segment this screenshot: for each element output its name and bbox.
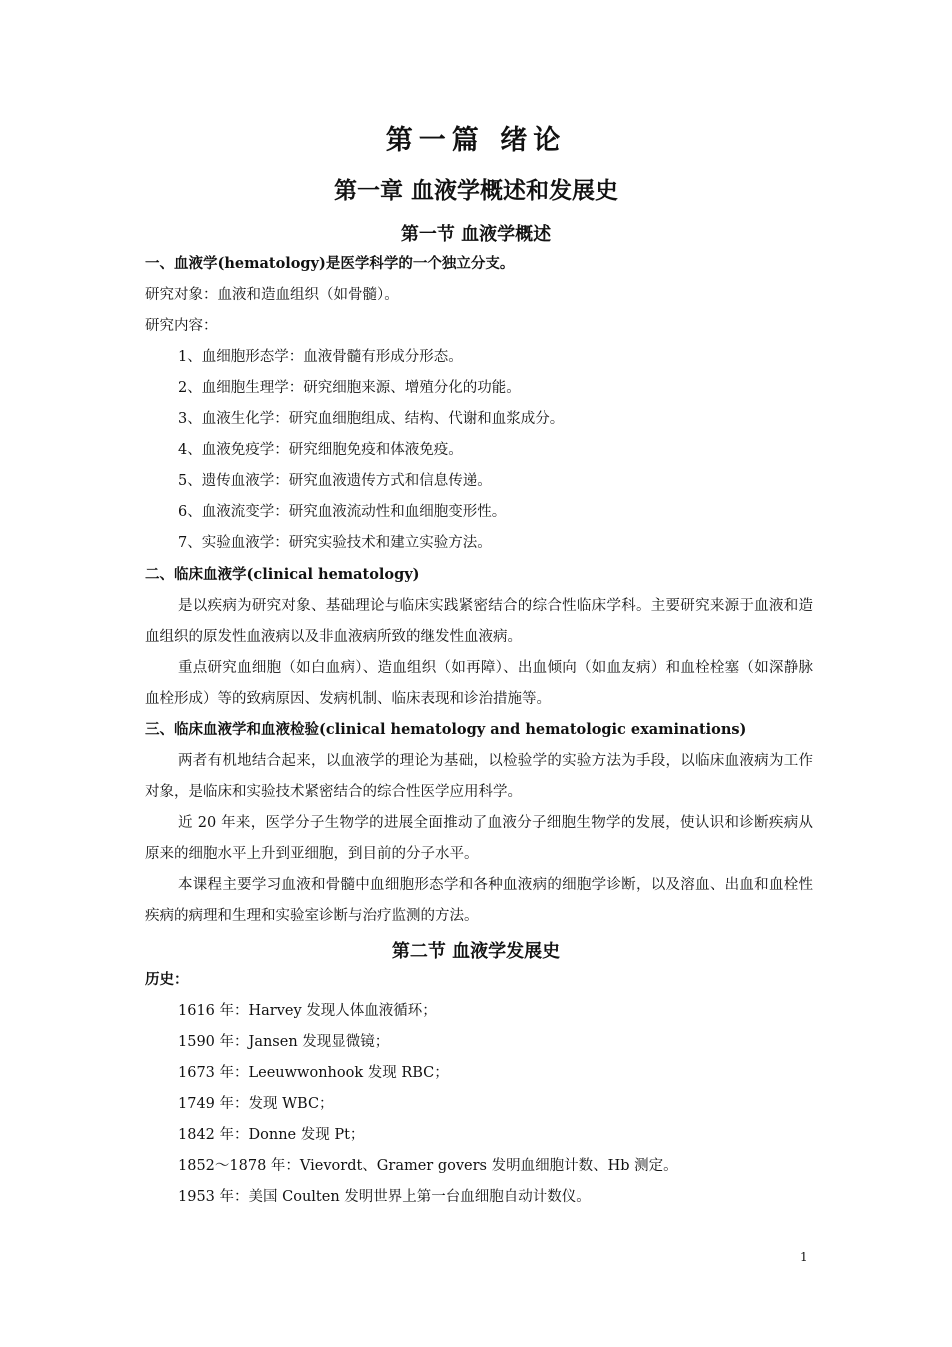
list-item: 3、血液生化学：研究血细胞组成、结构、代谢和血浆成分。 bbox=[178, 411, 565, 427]
paragraph: 近 20 年来，医学分子生物学的进展全面推动了血液分子细胞生物学的发展，使认识和诊断疾病从原来的细胞水平上升到亚细胞，到目前的分子水平。 bbox=[145, 815, 813, 862]
list-item: 4、血液免疫学：研究细胞免疫和体液免疫。 bbox=[178, 442, 463, 458]
history-label: 历史： bbox=[145, 971, 189, 988]
history-event: 1590 年：Jansen 发现显微镜； bbox=[178, 1034, 390, 1050]
list-item: 2、血细胞生理学：研究细胞来源、增殖分化的功能。 bbox=[178, 380, 521, 396]
heading-clinical-hematology: 二、临床血液学(clinical hematology) bbox=[145, 566, 420, 583]
paragraph: 是以疾病为研究对象、基础理论与临床实践紧密结合的综合性临床学科。主要研究来源于血液和造血组织的原发性血液病以及非血液病所致的继发性血液病。 bbox=[145, 598, 813, 645]
heading-clinical-examination: 三、临床血液学和血液检验(clinical hematology and hematologic examinations) bbox=[145, 721, 747, 738]
history-event: 1842 年：Donne 发现 Pt； bbox=[178, 1127, 365, 1143]
history-event: 1852～1878 年：Vievordt、Gramer govers 发明血细胞计数、Hb 测定。 bbox=[178, 1158, 678, 1174]
section-title-2: 第二节 血液学发展史 bbox=[391, 941, 561, 962]
part-title: 第一篇 绪论 bbox=[385, 125, 567, 156]
list-item: 1、血细胞形态学：血液骨髓有形成分形态。 bbox=[178, 349, 463, 365]
research-object: 研究对象：血液和造血组织（如骨髓）。 bbox=[145, 287, 399, 303]
list-item: 5、遗传血液学：研究血液遗传方式和信息传递。 bbox=[178, 473, 492, 489]
history-event: 1616 年：Harvey 发现人体血液循环； bbox=[178, 1003, 437, 1019]
research-content-label: 研究内容： bbox=[145, 318, 218, 334]
paragraph: 重点研究血细胞（如白血病）、造血组织（如再障）、出血倾向（如血友病）和血栓栓塞（如深静脉血栓形成）等的致病原因、发病机制、临床表现和诊治措施等。 bbox=[145, 660, 813, 707]
history-event: 1673 年：Leeuwwonhook 发现 RBC； bbox=[178, 1065, 449, 1081]
list-item: 7、实验血液学：研究实验技术和建立实验方法。 bbox=[178, 535, 492, 551]
list-item: 6、血液流变学：研究血液流动性和血细胞变形性。 bbox=[178, 504, 507, 520]
history-event: 1953 年：美国 Coulten 发明世界上第一台血细胞自动计数仪。 bbox=[178, 1189, 591, 1205]
history-event: 1749 年：发现 WBC； bbox=[178, 1096, 334, 1112]
paragraph: 本课程主要学习血液和骨髓中血细胞形态学和各种血液病的细胞学诊断，以及溶血、出血和血栓性疾病的病理和生理和实验室诊断与治疗监测的方法。 bbox=[145, 877, 813, 924]
page-number: 1 bbox=[800, 1250, 808, 1264]
chapter-title: 第一章 血液学概述和发展史 bbox=[333, 178, 618, 204]
section-title-1: 第一节 血液学概述 bbox=[400, 224, 552, 245]
heading-hematology: 一、血液学(hematology)是医学科学的一个独立分支。 bbox=[145, 255, 515, 272]
paragraph: 两者有机地结合起来，以血液学的理论为基础，以检验学的实验方法为手段，以临床血液病为工作对象，是临床和实验技术紧密结合的综合性医学应用科学。 bbox=[145, 753, 813, 800]
